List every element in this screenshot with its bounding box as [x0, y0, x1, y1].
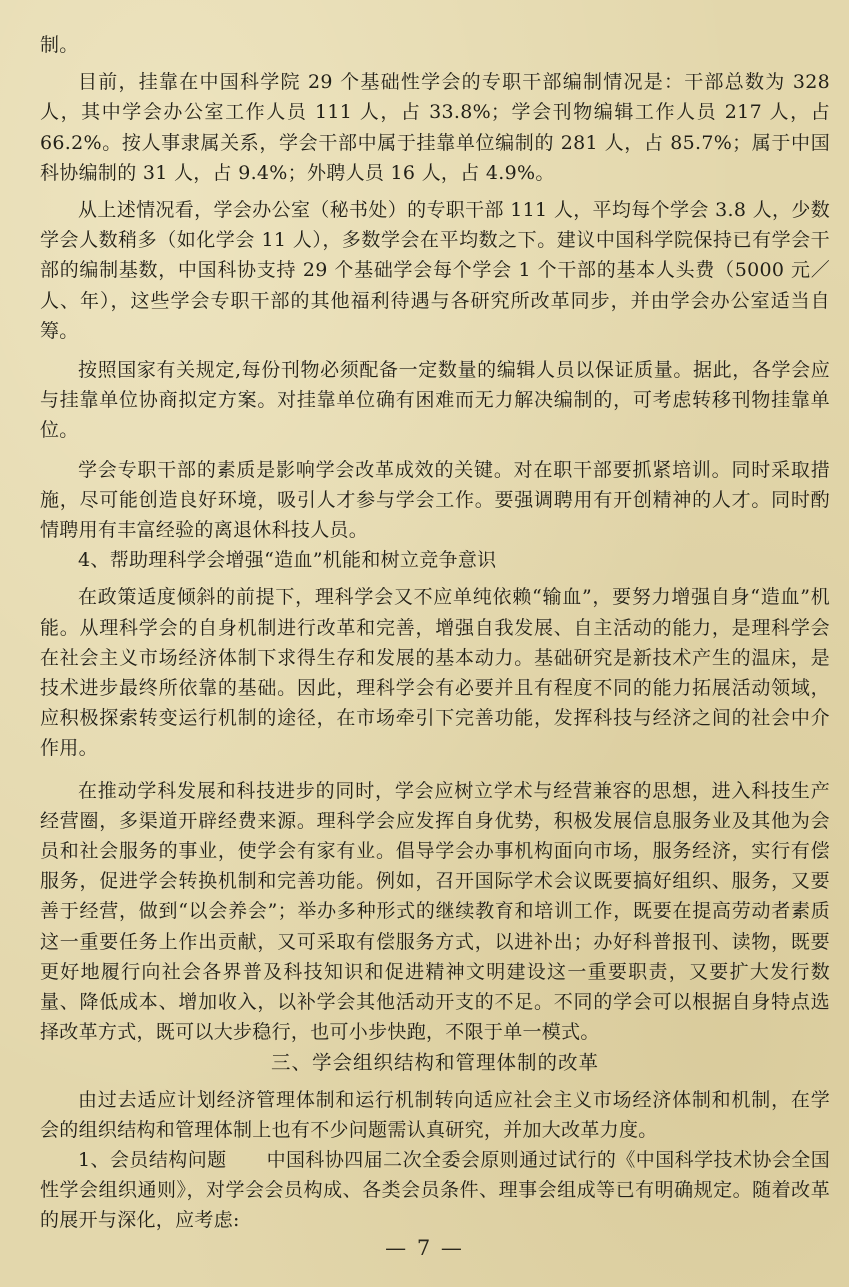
member-structure-label: 1、会员结构问题: [78, 1148, 227, 1171]
subheading-4: 4、帮助理科学会增强“造血”机能和树立竞争意识: [78, 549, 497, 572]
member-structure-text: 中国科协四届二次全委会原则通过试行的《中国科学技术协会全国性学会组织通则》，对学会会员构成、各类会员条件、理事会组成等已有明确规定。随着改革的展开与深化，应考虑:: [40, 1148, 830, 1232]
paragraph-staff-quality: 学会专职干部的素质是影响学会改革成效的关键。对在职干部要抓紧培训。同时采取措施，尽可能创造良好环境，吸引人才参与学会工作。要强调聘用有开创精神的人才。同时酌情聘用有丰富经验的离退休科技人员。: [40, 458, 830, 542]
paragraph-staff-stats: 目前，挂靠在中国科学院 29 个基础性学会的专职干部编制情况是：干部总数为 328 人，其中学会办公室工作人员 111 人，占 33.8%；学会刊物编辑工作人员 217 人，占 66.2%。按人事隶属关系，学会干部中属于挂靠单位编制的 281 人，占 85.7%；属于中国科协编制的 31 人，占 9.4%；外聘人员 16 人，占 4.9%。: [40, 71, 830, 184]
paragraph-business-operation: 在推动学科发展和科技进步的同时，学会应树立学术与经营兼容的思想，进入科技生产经营圈，多渠道开辟经费来源。理科学会应发挥自身优势，积极发展信息服务业及其他为会员和社会服务的事业，使学会有家有业。倡导学会办事机构面向市场，服务经济，实行有偿服务，促进学会转换机制和完善功能。例如，召开国际学术会议既要搞好组织、服务，又要善于经营，做到“以会养会”；举办多种形式的继续教育和培训工作，既要在提高劳动者素质这一重要任务上作出贡献，又可采取有偿服务方式，以进补出；办好科普报刊、读物，既要更好地履行向社会各界普及科技知识和促进精神文明建设这一重要职责，又要扩大发行数量、降低成本、增加收入，以补学会其他活动开支的不足。不同的学会可以根据自身特点选择改革方式，既可以大步稳行，也可小步快跑，不限于单一模式。: [40, 779, 830, 1044]
paragraph-section-3-intro: 由过去适应计划经济管理体制和运行机制转向适应社会主义市场经济体制和机制，在学会的组织结构和管理体制上也有不少问题需认真研究，并加大改革力度。: [40, 1088, 830, 1141]
page-number: — 7 —: [385, 1236, 464, 1260]
paragraph-member-structure: [40, 1145, 830, 1236]
paragraph-office-staff: 从上述情况看，学会办公室（秘书处）的专职干部 111 人，平均每个学会 3.8 人，少数学会人数稍多（如化学会 11 人），多数学会在平均数之下。建议中国科学院保持已有学会干部的编制基数，中国科协支持 29 个基础学会每个学会 1 个干部的基本人头费（5000 元／人、年），这些学会专职干部的其他福利待遇与各研究所改革同步，并由学会办公室适当自筹。: [40, 199, 830, 342]
section-heading-3: 三、学会组织结构和管理体制的改革: [270, 1050, 599, 1074]
paragraph-editorial-staff: 按照国家有关规定,每份刊物必须配备一定数量的编辑人员以保证质量。据此，各学会应与挂靠单位协商拟定方案。对挂靠单位确有困难而无力解决编制的，可考虑转移刊物挂靠单位。: [40, 359, 830, 442]
paragraph-continuation: 制。: [40, 34, 79, 56]
body-text: [40, 30, 830, 1236]
paragraph-self-sufficiency: 在政策适度倾斜的前提下，理科学会又不应单纯依赖“输血”，要努力增强自身“造血”机能。从理科学会的自身机制进行改革和完善，增强自我发展、自主活动的能力，是理科学会在社会主义市场经济体制下求得生存和发展的基本动力。基础研究是新技术产生的温床，是技术进步最终所依靠的基础。因此，理科学会有必要并且有程度不同的能力拓展活动领域，应积极探索转变运行机制的途径，在市场牵引下完善功能，发挥科技与经济之间的社会中介作用。: [40, 586, 830, 760]
